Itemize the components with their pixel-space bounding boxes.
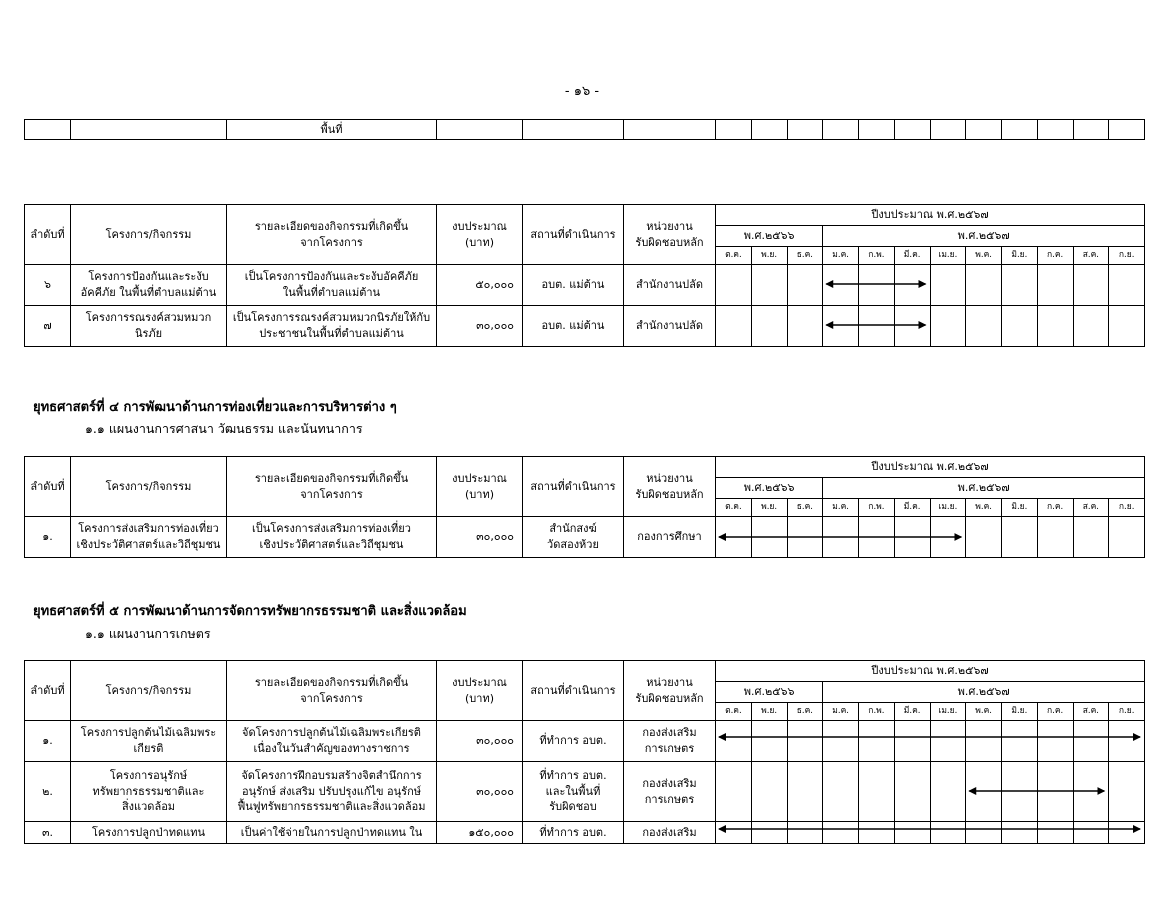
header-year-a: พ.ศ.๒๕๖๖	[716, 682, 823, 703]
month-header: ม.ค.	[823, 703, 859, 721]
row-detail: เป็นโครงการส่งเสริมการท่องเที่ยว เชิงประวัติศาสตร์และวิถีชุมชน	[227, 517, 437, 558]
strategy-5-plan: ๑.๑ แผนงานการเกษตร	[85, 626, 211, 641]
row-location: ที่ทำการ อบต.	[523, 822, 624, 844]
row-project: โครงการส่งเสริมการท่องเที่ยว เชิงประวัติศาสตร์และวิถีชุมชน	[71, 517, 227, 558]
row-agency: กองส่งเสริม การเกษตร	[624, 721, 716, 762]
month-header: ม.ค.	[823, 499, 859, 517]
header-year-a: พ.ศ.๒๕๖๖	[716, 478, 823, 499]
header-project: โครงการ/กิจกรรม	[71, 457, 227, 517]
header-location: สถานที่ดำเนินการ	[523, 661, 624, 721]
month-header: ส.ค.	[1073, 247, 1109, 265]
month-header: พ.ค.	[966, 247, 1002, 265]
header-seq: ลำดับที่	[25, 457, 71, 517]
month-header: ม.ค.	[823, 247, 859, 265]
row-project: โครงการปลูกต้นไม้เฉลิมพระ เกียรติ	[71, 721, 227, 762]
header-seq: ลำดับที่	[25, 205, 71, 265]
month-header: มี.ค.	[894, 703, 930, 721]
header-agency: หน่วยงาน รับผิดชอบหลัก	[624, 661, 716, 721]
month-header: มี.ค.	[894, 247, 930, 265]
month-header: ส.ค.	[1073, 499, 1109, 517]
row-location: อบต. แม่ต้าน	[523, 265, 624, 306]
month-header: เม.ย.	[930, 499, 966, 517]
header-seq: ลำดับที่	[25, 661, 71, 721]
page-number: - ๑๖ -	[564, 84, 600, 99]
fragment-cell: พื้นที่	[227, 120, 437, 140]
row-detail: เป็นโครงการรณรงค์สวมหมวกนิรภัยให้กับ ประชาชนในพื้นที่ตำบลแม่ต้าน	[227, 306, 437, 347]
header-budget: งบประมาณ (บาท)	[437, 661, 523, 721]
row-budget: ๕๐,๐๐๐	[437, 265, 523, 306]
month-header: มิ.ย.	[1002, 499, 1038, 517]
row-agency: กองส่งเสริม การเกษตร	[624, 762, 716, 822]
month-header: ก.ค.	[1037, 247, 1073, 265]
header-fiscal-year: ปีงบประมาณ พ.ศ.๒๕๖๗	[716, 457, 1145, 478]
header-detail: รายละเอียดของกิจกรรมที่เกิดขึ้น จากโครงการ	[227, 457, 437, 517]
header-location: สถานที่ดำเนินการ	[523, 205, 624, 265]
row-budget: ๓๐,๐๐๐	[437, 762, 523, 822]
header-year-a: พ.ศ.๒๕๖๖	[716, 226, 823, 247]
header-budget: งบประมาณ (บาท)	[437, 457, 523, 517]
row-detail: จัดโครงการปลูกต้นไม้เฉลิมพระเกียรติ เนื่องในวันสำคัญของทางราชการ	[227, 721, 437, 762]
row-detail: เป็นโครงการป้องกันและระงับอัคคีภัย ในพื้นที่ตำบลแม่ต้าน	[227, 265, 437, 306]
strategy-4-plan: ๑.๑ แผนงานการศาสนา วัฒนธรรม และนันทนาการ	[85, 421, 363, 436]
month-header: ก.ค.	[1037, 499, 1073, 517]
month-header: พ.ย.	[751, 499, 787, 517]
month-header: พ.ค.	[966, 499, 1002, 517]
header-year-b: พ.ศ.๒๕๖๗	[823, 478, 1145, 499]
month-header: ธ.ค.	[787, 703, 823, 721]
month-header: พ.ย.	[751, 703, 787, 721]
row-seq: ๖	[25, 265, 71, 306]
header-project: โครงการ/กิจกรรม	[71, 661, 227, 721]
row-agency: สำนักงานปลัด	[624, 306, 716, 347]
month-header: ก.ย.	[1109, 499, 1145, 517]
row-budget: ๓๐,๐๐๐	[437, 721, 523, 762]
row-location: ที่ทำการ อบต. และในพื้นที่ รับผิดชอบ	[523, 762, 624, 822]
header-fiscal-year: ปีงบประมาณ พ.ศ.๒๕๖๗	[716, 205, 1145, 226]
row-project: โครงการรณรงค์สวมหมวก นิรภัย	[71, 306, 227, 347]
month-header: มิ.ย.	[1002, 703, 1038, 721]
row-seq: ๗	[25, 306, 71, 347]
header-location: สถานที่ดำเนินการ	[523, 457, 624, 517]
month-header: ก.ย.	[1109, 247, 1145, 265]
row-seq: ๒.	[25, 762, 71, 822]
header-fiscal-year: ปีงบประมาณ พ.ศ.๒๕๖๗	[716, 661, 1145, 682]
month-header: มิ.ย.	[1002, 247, 1038, 265]
row-project: โครงการอนุรักษ์ ทรัพยากรธรรมชาติและ สิ่งแวดล้อม	[71, 762, 227, 822]
month-header: ธ.ค.	[787, 499, 823, 517]
row-budget: ๓๐,๐๐๐	[437, 306, 523, 347]
month-header: ส.ค.	[1073, 703, 1109, 721]
row-budget: ๑๕๐,๐๐๐	[437, 822, 523, 844]
strategy-4-heading: ยุทธศาสตร์ที่ ๔ การพัฒนาด้านการท่องเที่ยวและการบริหารต่าง ๆ	[33, 400, 397, 415]
month-header: มี.ค.	[894, 499, 930, 517]
row-agency: กองส่งเสริม	[624, 822, 716, 844]
strategy-5-heading: ยุทธศาสตร์ที่ ๕ การพัฒนาด้านการจัดการทรัพยากรธรรมชาติ และสิ่งแวดล้อม	[33, 604, 467, 619]
row-location: ที่ทำการ อบต.	[523, 721, 624, 762]
month-header: เม.ย.	[930, 247, 966, 265]
row-agency: กองการศึกษา	[624, 517, 716, 558]
month-header: เม.ย.	[930, 703, 966, 721]
row-seq: ๓.	[25, 822, 71, 844]
month-header: ต.ค.	[716, 247, 752, 265]
header-project: โครงการ/กิจกรรม	[71, 205, 227, 265]
header-detail: รายละเอียดของกิจกรรมที่เกิดขึ้น จากโครงการ	[227, 205, 437, 265]
month-header: พ.ย.	[751, 247, 787, 265]
month-header: ก.ย.	[1109, 703, 1145, 721]
header-budget: งบประมาณ (บาท)	[437, 205, 523, 265]
row-seq: ๑.	[25, 517, 71, 558]
month-header: ก.พ.	[859, 703, 895, 721]
month-header: พ.ค.	[966, 703, 1002, 721]
row-budget: ๓๐,๐๐๐	[437, 517, 523, 558]
month-header: ต.ค.	[716, 499, 752, 517]
row-agency: สำนักงานปลัด	[624, 265, 716, 306]
header-year-b: พ.ศ.๒๕๖๗	[823, 682, 1145, 703]
header-detail: รายละเอียดของกิจกรรมที่เกิดขึ้น จากโครงการ	[227, 661, 437, 721]
row-project: โครงการป้องกันและระงับ อัคคีภัย ในพื้นที่ตำบลแม่ต้าน	[71, 265, 227, 306]
header-agency: หน่วยงาน รับผิดชอบหลัก	[624, 457, 716, 517]
month-header: ต.ค.	[716, 703, 752, 721]
row-location: สำนักสงฆ์ วัดสองห้วย	[523, 517, 624, 558]
header-agency: หน่วยงาน รับผิดชอบหลัก	[624, 205, 716, 265]
month-header: ก.ค.	[1037, 703, 1073, 721]
month-header: ก.พ.	[859, 499, 895, 517]
row-detail: จัดโครงการฝึกอบรมสร้างจิตสำนึกการ อนุรักษ์ ส่งเสริม ปรับปรุงแก้ไข อนุรักษ์ ฟื้นฟูทรัพยากรธรรมชาติและสิ่งแวดล้อม	[227, 762, 437, 822]
month-header: ธ.ค.	[787, 247, 823, 265]
row-project: โครงการปลูกป่าทดแทน	[71, 822, 227, 844]
row-seq: ๑.	[25, 721, 71, 762]
row-location: อบต. แม่ต้าน	[523, 306, 624, 347]
month-header: ก.พ.	[859, 247, 895, 265]
row-detail: เป็นค่าใช้จ่ายในการปลูกป่าทดแทน ใน	[227, 822, 437, 844]
header-year-b: พ.ศ.๒๕๖๗	[823, 226, 1145, 247]
